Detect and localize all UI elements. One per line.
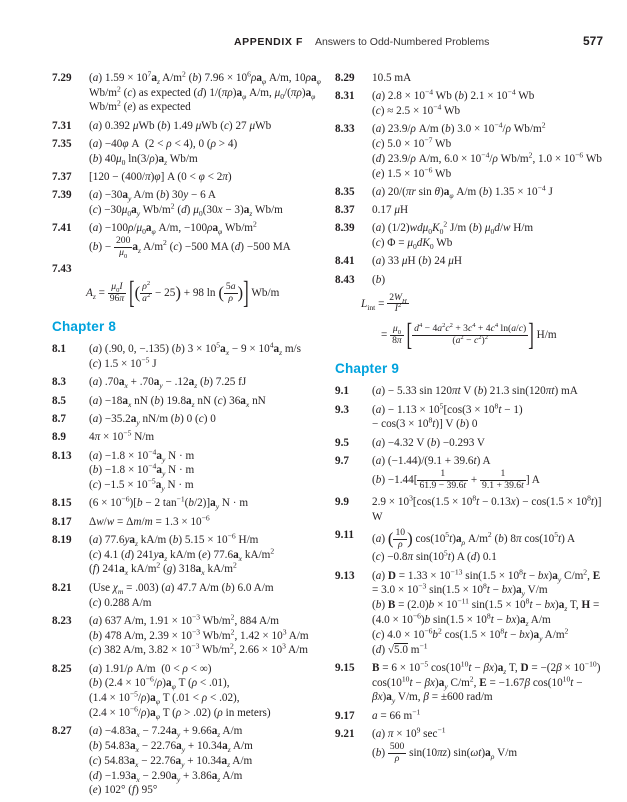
answer-text: $(a) -1.8 \times 10^{-4}a_y$ N · m $(b) -1.8 \times 10^{-4}a_y$ N · m $(c) -1.5 \times 10^{-5}a_y$ N · m [89,446,195,494]
problem-number: 8.9 [52,431,66,444]
problem-answer-row [52,581,327,611]
answer-text: $(a) -35.2a_y$ nN/m (b) 0 (c) 0 [89,412,216,428]
answer-text: (a) 637 A/m, $1.91 \times 10^{-3}$ $Wb/m^2$, 884 A/m (b) 478 A/m, $2.39 \times 10^{-3}$ $Wb/m^2$, $1.42 \times 10^3$ A/m (c) 382 A/m, $3.82 \times 10^{-3}$ $Wb/m^2$, $2.66 \times 10^3$ A/m [89,612,309,657]
answer-text: $(a) - 1.13 \times 10^5[\cos(3 \times 10^8t - 1)$ − $\cos(3 \times 10^8t)$] V (b) 0 [372,400,523,431]
problem-answer-row [52,724,327,798]
problem-number: 8.39 [335,222,355,235]
answer-text: (a) $D = 1.33 \times 10^{-13}$ $\sin(1.5 \times 10^8t - bx)a_y$ $C/m^2$, $E = 3.0 \times 10^{-3}$ $\sin(1.5 \times 10^8t - bx)a_y$ V/m (b) $B = (2.0)b \times 10^{-11}$ $\sin(1.5 \times 10^8t - bx)a_z$ T, $H = (4.0 \times 10^{-6})b$ $\sin(1.5 \times 10^8t - bx)a_z$ A/m (c) $4.0 \times 10^{-6}b^2$ $\cos(1.5 \times 10^8t - bx)a_y$ $A/m^2$ (d) √5.0 $m^{-1}$ [372,566,601,656]
answer-text: (a) 33 μH (b) 24 μH [372,255,462,268]
problem-answer-row [52,394,327,409]
problem-answer-row [335,221,603,251]
problem-number: 8.17 [52,515,72,528]
problem-answer-row [335,254,603,269]
answer-text: 0.17 μH [372,204,409,217]
problem-number: 9.15 [335,661,355,674]
answer-text: (a) $.70a_x + .70a_y - .12a_z$ (b) 7.25 fJ [89,376,247,391]
problem-number: 8.27 [52,725,72,738]
problem-number: 8.35 [335,185,355,198]
problem-number: 9.13 [335,569,355,582]
problem-answer-row [335,71,603,86]
problem-answer-row [335,495,603,525]
answer-text: (a) 1.91/ρ A/m (0 < ρ < ∞) (b) $(2.4 \times 10^{-6}/\rho)a_\varphi$ T (ρ < .01), $(1.4 \times 10^{-5}/\rho)a_\varphi$ T (.01 < ρ < .02), $(2.4 \times 10^{-6}/\rho)a_\varphi$ T (ρ > .02) (ρ in meters) [89,662,271,722]
problem-answer-row [335,454,603,491]
problem-answer-row [52,430,327,445]
answer-text: $(a) -30a_y$ A/m (b) 30y − 6 A $(c) -30\mu_0a_y$ $Wb/m^2$ (d) $\mu_0(30x - 3)a_z$ Wb/m [89,189,283,219]
problem-number: 8.33 [335,123,355,136]
problem-number: 9.9 [335,495,349,508]
right-column [335,71,603,802]
problem-number: 8.43 [335,273,355,286]
problem-answer-row [335,203,603,218]
answer-text: $(6 \times 10^{-6})[b - 2$ $\tan^{-1}(b/2)]a_y$ N · m [89,494,249,512]
two-column-layout [52,71,603,802]
answer-text: (a) ( $\frac{10}{\rho}$ ) $\cos(10^5t)a_\rho$ $A/m^2$ (b) 8π $\cos(10^5t)$ A (c) −0.8π $\sin(10^5t)$ A (d) 0.1 [372,526,576,564]
answer-text: (a) $2.8 \times 10^{-4}$ Wb (b) $2.1 \times 10^{-4}$ Wb $(c) \approx 2.5 \times 10^{-4}$ Wb [372,87,535,117]
problem-number: 8.1 [52,343,66,356]
problem-number: 8.15 [52,497,72,510]
problem-answer-row [52,662,327,721]
answer-text: $2.9 \times 10^3[\cos(1.5 \times 10^8t - 0.13x) - \cos(1.5 \times 10^8t)]$ W [372,493,602,523]
answer-text: (b) [372,273,386,286]
problem-answer-row [52,71,327,115]
problem-number: 8.3 [52,376,66,389]
problem-number: 8.25 [52,662,72,675]
problem-number: 9.7 [335,455,349,468]
problem-number: 8.31 [335,90,355,103]
problem-number: 7.39 [52,189,72,202]
answer-text: (a) $77.6ya_z$ kA/m (b) $5.15 \times 10^{-6}$ H/m (c) 4.1 (d) $241ya_z$ kA/m (e) $77.6a_x$ $kA/m^2$ (f) $241a_x$ $kA/m^2$ (g) $318a_x$ $kA/m^2$ [89,531,275,578]
problem-number: 8.41 [335,255,355,268]
problem-answer-row [335,661,603,705]
problem-answer-row [52,262,327,277]
problem-number: 8.7 [52,412,66,425]
problem-number: 8.23 [52,614,72,627]
problem-number: 7.37 [52,171,72,184]
page-number: 577 [582,34,603,48]
answer-text: (a) 0.392 μWb (b) 1.49 μWb (c) 27 μWb [89,119,272,132]
left-column [52,71,335,802]
answer-text: $\Delta w/w = \Delta m/m = 1.3 \times 10^{-6}$ [89,512,210,528]
problem-answer-row [335,436,603,451]
answer-text: (a) 20/(πr $\sin \theta)a_\varphi$ A/m (b) $1.35 \times 10^{-4}$ J [372,183,553,201]
display-equation: $L_{int}$ = $\frac{2W_H}{I^2}$ [361,291,407,315]
header-title: Answers to Odd-Numbered Problems [314,36,490,48]
answer-text: (Use $\chi_m = .003$) (a) 47.7 A/m (b) 6.0 A/m (c) 0.288 A/m [89,581,274,609]
answer-text: $(a) -4.83a_x - 7.24a_y + 9.66a_z$ A/m (b) $54.83a_x - 22.76a_y + 10.34a_z$ A/m (c) $54.83a_x - 22.76a_y + 10.34a_z$ A/m $(d) -1.93a_x - 2.90a_y + 3.86a_z$ A/m (e) 102° (f) 95° [89,725,253,797]
problem-answer-row [52,375,327,390]
answer-text: (a) (.90, 0, −.135) (b) $3 \times 10^5a_x - 9 \times 10^4a_z$ m/s (c) $1.5 \times 10^{-5}$ J [89,340,302,371]
problem-number: 8.13 [52,449,72,462]
problem-answer-row [335,122,603,181]
problem-answer-row [52,496,327,511]
problem-answer-row [52,221,327,258]
problem-answer-row [335,566,603,658]
answer-text: $4\pi \times 10^{-5}$ N/m [89,428,155,444]
running-head [234,36,489,50]
chapter-heading: Chapter 8 [52,318,117,334]
problem-answer-row [52,412,327,427]
answer-text: (a) −40φ A (2 < ρ < 4), 0 (ρ > 4) (b) $40\mu_0$ $\ln(3/\rho)a_z$ Wb/m [89,137,238,167]
answer-text: (a) $(1/2)wd\mu_0K_0^2$ J/m (b) $\mu_0d/w$ H/m (c) $\Phi = \mu_0dK_0$ Wb [372,219,534,252]
problem-number: 8.21 [52,581,72,594]
problem-number: 7.31 [52,119,72,132]
problem-answer-row [335,528,603,565]
problem-number: 9.5 [335,436,349,449]
answer-text: (a) (−1.44)/(9.1 + 39.6t) A (b) −1.44[ $\frac{1}{61.9 - 39.6t}$ + $\frac{1}{9.1 + 39.6t}$ ] A [372,455,540,491]
answer-text: (a) −4.32 V (b) −0.293 V [372,436,486,449]
answer-text: (a) − 5.33 sin 120πt V (b) 21.3 sin(120πt) mA [372,385,578,398]
appendix-label: APPENDIX F [234,36,304,48]
problem-number: 8.29 [335,71,355,84]
problem-answer-row [335,384,603,399]
answer-text: 10.5 mA [372,71,412,84]
answer-text: $(a) -100\rho/\mu_0a_\varphi$ A/m, $-100\rho a_\varphi$ $Wb/m^2$ (b) − $\frac{200}{\mu_0}$ $a_z$ $A/m^2$ (c) −500 MA (d) −500 MA [89,219,291,260]
problem-number: 7.35 [52,137,72,150]
problem-number: 8.37 [335,204,355,217]
problem-number: 9.1 [335,385,349,398]
answer-text: [120 − (400/π)φ] A (0 < φ < 2π) [89,171,232,184]
problem-number: 9.3 [335,403,349,416]
display-equation: $A_z$ = $\frac{\mu_0I}{96\pi}$ [( $\frac{\rho^2}{a^2}$ − 25) + 98 ln ( $\frac{5a}{\rho}$ )] Wb/m [86,274,280,311]
problem-answer-row [335,727,603,764]
page-header [52,34,603,50]
problem-answer-row [52,342,327,372]
problem-answer-row [335,273,603,288]
problem-number: 7.29 [52,71,72,84]
problem-answer-row [335,89,603,119]
problem-answer-row [52,533,327,577]
answer-text: (a) 23.9/ρ A/m (b) $3.0 \times 10^{-4}/\rho$ $Wb/m^2$ (c) $5.0 \times 10^{-7}$ Wb (d) 23.9/ρ A/m, $6.0 \times 10^{-4}/\rho$ $Wb/m^2$, $1.0 \times 10^{-6}$ Wb (e) $1.5 \times 10^{-6}$ Wb [372,120,602,180]
problem-number: 9.21 [335,728,355,741]
problem-answer-row [52,170,327,185]
problem-answer-row [52,119,327,134]
answer-text: $B = 6 \times 10^{-5}$ $\cos(10^{10}t - \beta x)a_z$ T, $D = -(2\beta \times 10^{-10})$ $\cos(10^{10}t - \beta x)a_y$ $C/m^2$, E = −1.67β $\cos(10^{10}t - \beta x)a_y$ V/m, β = ±600 rad/m [372,659,601,706]
problem-answer-row [52,512,327,530]
problem-answer-row [52,614,327,658]
problem-number: 8.5 [52,394,66,407]
problem-answer-row [335,185,603,200]
display-equation: = $\frac{\mu_0}{8\pi}$ [ $\frac{d^4 - 4a^2c^2 + 3c^4 + 4c^4 \ln(a/c)}{(a^2 - c^2)^2}$ ] H/m [381,316,557,353]
problem-answer-row [52,446,327,494]
problem-answer-row [52,188,327,218]
answer-text: $(a) -18a_x$ nN (b) $19.8a_z$ nN (c) $36a_x$ nN [89,394,266,409]
problem-answer-row [335,709,603,724]
answer-text: a = 66 $m^{-1}$ [372,707,421,722]
problem-number: 9.17 [335,709,355,722]
problem-number: 7.41 [52,222,72,235]
answer-text: (a) $1.59 \times 10^7a_z$ $A/m^2$ (b) $7.96 \times 10^6\rho a_\varphi$ A/m, $10\rho a_\varphi$ $Wb/m^2$ (c) as expected (d) $1/(\pi\rho)a_\varphi$ A/m, $\mu_0/(\pi\rho)a_\varphi$ $Wb/m^2$ (e) as expected [89,69,321,114]
problem-number: 9.11 [335,528,354,541]
problem-number: 8.19 [52,533,72,546]
chapter-heading: Chapter 9 [335,360,400,376]
problem-answer-row [52,137,327,167]
problem-answer-row [335,400,603,433]
answer-text: (a) $\pi \times 10^9$ $\sec^{-1}$ (b) $\frac{500}{\rho}$ sin(10πz) $\sin(\omega t)a_\rho$ V/m [372,725,518,764]
answer-text [89,262,327,277]
problem-number: 7.43 [52,263,72,276]
